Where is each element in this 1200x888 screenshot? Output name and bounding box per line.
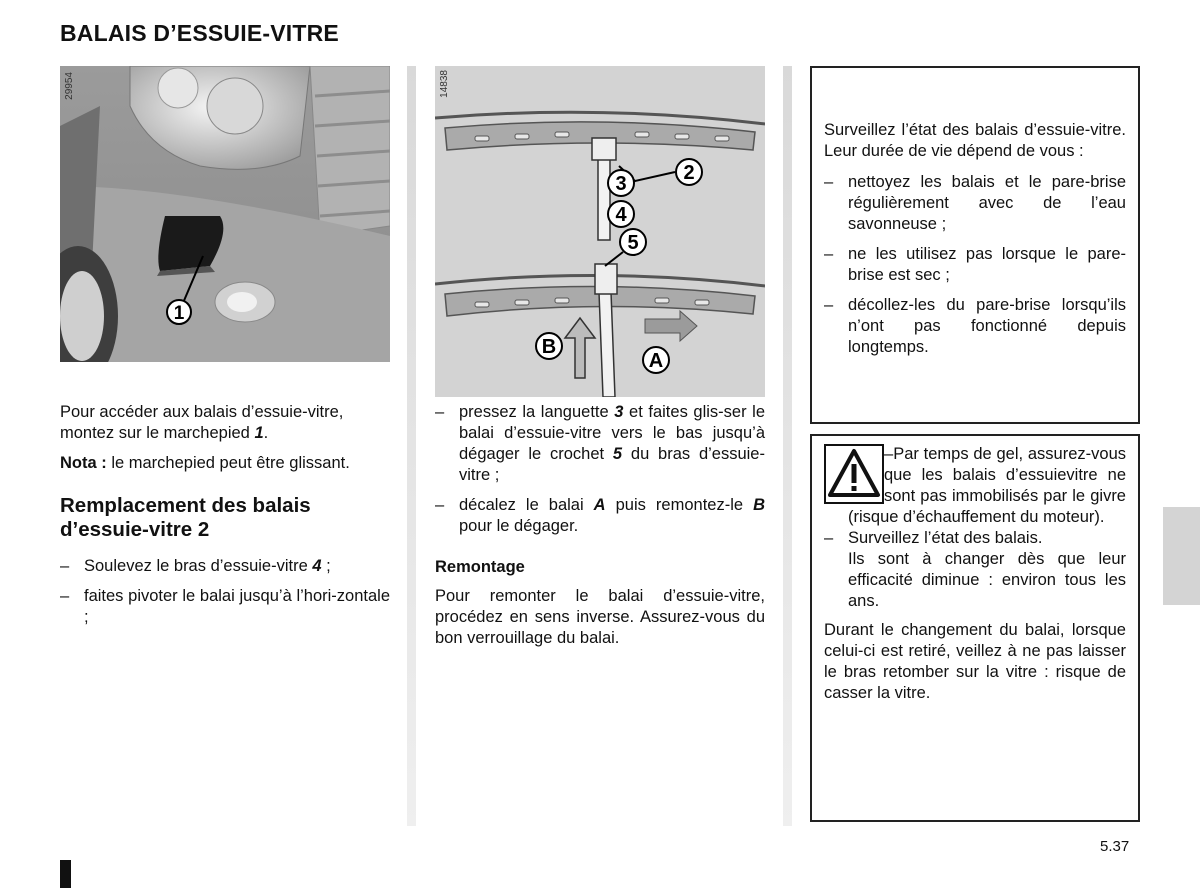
van-front-illustration <box>60 66 390 362</box>
column-1-text <box>60 402 390 637</box>
callout-b: B <box>541 336 557 358</box>
list-item: – nettoyez les balais et le pare-brise régulièrement avec de l’eau savonneuse ; <box>824 172 1126 235</box>
page-number: 5.37 <box>1100 838 1130 855</box>
warning-box <box>810 434 1140 822</box>
list-item: – Soulevez le bras d’essuie-vitre 4 ; <box>60 556 390 577</box>
wiper-diagram <box>435 66 765 397</box>
page-title: BALAIS D’ESSUIE-VITRE <box>60 20 339 46</box>
callout-1: 1 <box>173 303 185 324</box>
warning-item: – Surveillez l’état des balais. Ils sont à changer dès que leur efficacité diminue : environ tous les ans. <box>824 528 1126 612</box>
column-separator <box>407 66 416 826</box>
list-item: – faites pivoter le balai jusqu’à l’hori-zontale ; <box>60 586 390 628</box>
list-item: – décollez-les du pare-brise lorsqu’ils n’ont pas fonctionné depuis longtemps. <box>824 295 1126 358</box>
access-paragraph: Pour accéder aux balais d’essuie-vitre, montez sur le marchepied 1. <box>60 403 344 442</box>
list-item: – pressez la languette 3 et faites glis-ser le balai d’essuie-vitre vers le bas jusqu’à dégager le crochet 5 du bras d’essuie-vitre ; <box>435 402 765 486</box>
callout-a: A <box>648 350 664 372</box>
section-heading: Remplacement des balais d’essuie-vitre 2 <box>60 494 311 541</box>
remontage-paragraph: Pour remonter le balai d’essuie-vitre, procédez en sens inverse. Assurez-vous du bon verrouillage du balai. <box>435 587 765 647</box>
note-paragraph: Nota : le marchepied peut être glissant. <box>60 454 350 472</box>
list-item: – ne les utilisez pas lorsque le pare-brise est sec ; <box>824 244 1126 286</box>
figure-reference: 29954 <box>64 72 75 100</box>
section-tab <box>1163 507 1200 605</box>
bumper-photo <box>60 66 390 362</box>
callout-2: 2 <box>683 162 695 184</box>
column-separator <box>783 66 792 826</box>
info-intro: Surveillez l’état des balais d’essuie-vitre. Leur durée de vie dépend de vous : <box>824 121 1126 160</box>
column-2-text <box>435 402 765 649</box>
callout-5: 5 <box>627 232 639 254</box>
remontage-heading: Remontage <box>435 558 525 576</box>
callout-4: 4 <box>615 204 627 226</box>
callout-3: 3 <box>615 173 627 195</box>
figure-reference: 14838 <box>439 70 450 98</box>
warning-item: – Par temps de gel, assurez-vous que les balais d’essuievitre ne sont pas immobilisés par le givre (risque d’échauffement du moteur). <box>848 445 1126 526</box>
list-item: – décalez le balai A puis remontez-le B pour le dégager. <box>435 495 765 537</box>
wiper-blade-illustration <box>435 66 765 397</box>
warning-paragraph: Durant le changement du balai, lorsque celui-ci est retiré, veillez à ne pas laisser le bras retomber sur la vitre : risque de casser la vitre. <box>824 621 1126 702</box>
page-edge-mark <box>60 860 71 888</box>
maintenance-info-box <box>810 66 1140 424</box>
